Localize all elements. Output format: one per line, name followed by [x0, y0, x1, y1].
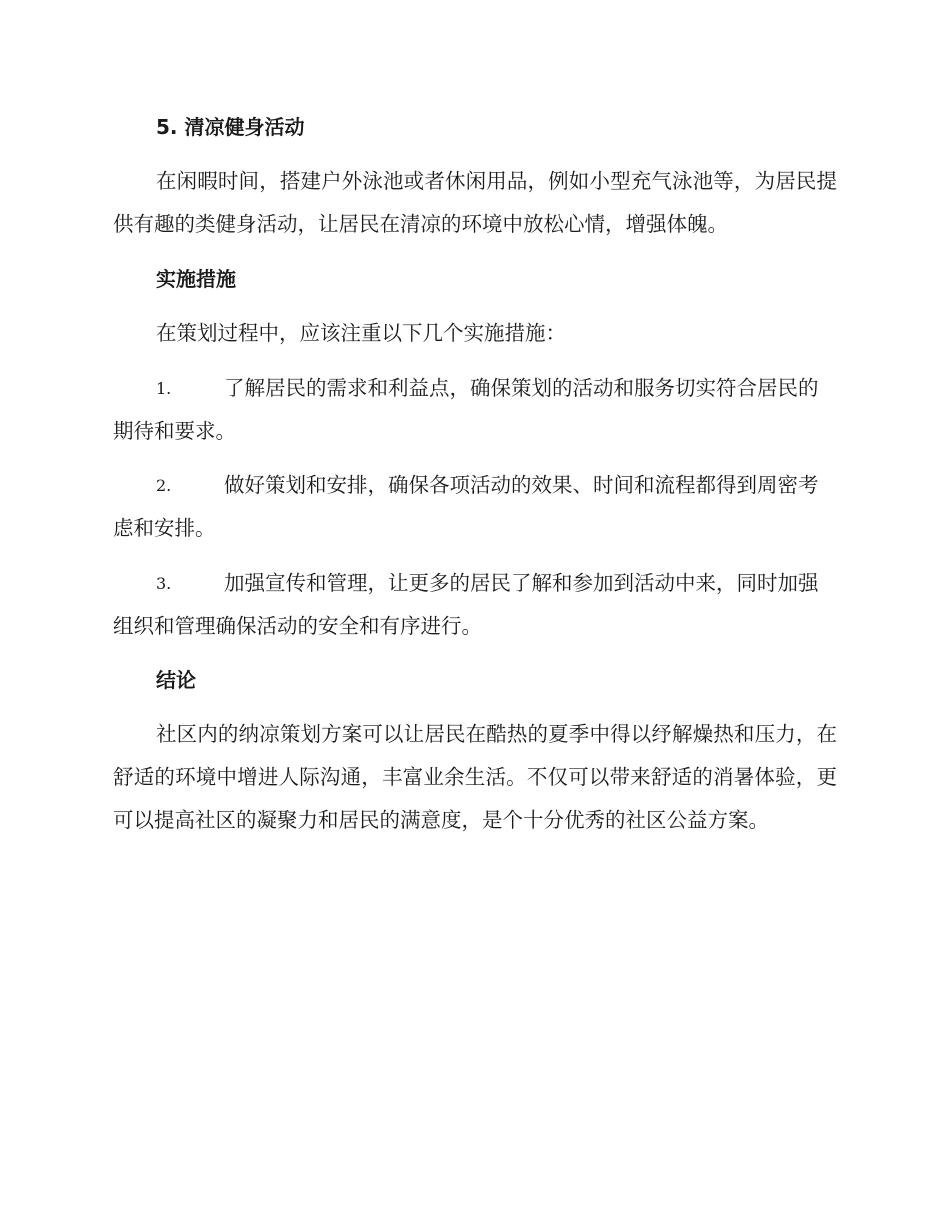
- list-item-number: 3.: [156, 574, 172, 593]
- list-item-number: 2.: [156, 476, 172, 495]
- list-item-text: 加强宣传和管理，让更多的居民了解和参加到活动中来，同时加强组织和管理确保活动的安全和有序进行。: [113, 571, 819, 638]
- paragraph-conclusion: 社区内的纳凉策划方案可以让居民在酷热的夏季中得以纾解燥热和压力，在舒适的环境中增进人际沟通，丰富业余生活。不仅可以带来舒适的消暑体验，更可以提高社区的凝聚力和居民的满意度，是个十分优秀的社区公益方案。: [113, 722, 837, 832]
- paragraph-cool-fitness: 在闲暇时间，搭建户外泳池或者休闲用品，例如小型充气泳池等，为居民提供有趣的类健身活动，让居民在清凉的环境中放松心情，增强体魄。: [113, 169, 837, 236]
- list-item-text: 了解居民的需求和利益点，确保策划的活动和服务切实符合居民的期待和要求。: [113, 376, 819, 443]
- paragraph-measures-intro: 在策划过程中，应该注重以下几个实施措施：: [156, 321, 566, 345]
- list-item-text: 做好策划和安排，确保各项活动的效果、时间和流程都得到周密考虑和安排。: [113, 473, 819, 540]
- section-heading-cool-fitness: 5. 清凉健身活动: [156, 115, 305, 139]
- section-heading-measures: 实施措施: [156, 267, 236, 291]
- list-item: [113, 562, 837, 648]
- list-item: [113, 367, 837, 453]
- list-item: [113, 464, 837, 550]
- list-item-number: 1.: [156, 379, 172, 398]
- section-heading-conclusion: 结论: [156, 668, 196, 692]
